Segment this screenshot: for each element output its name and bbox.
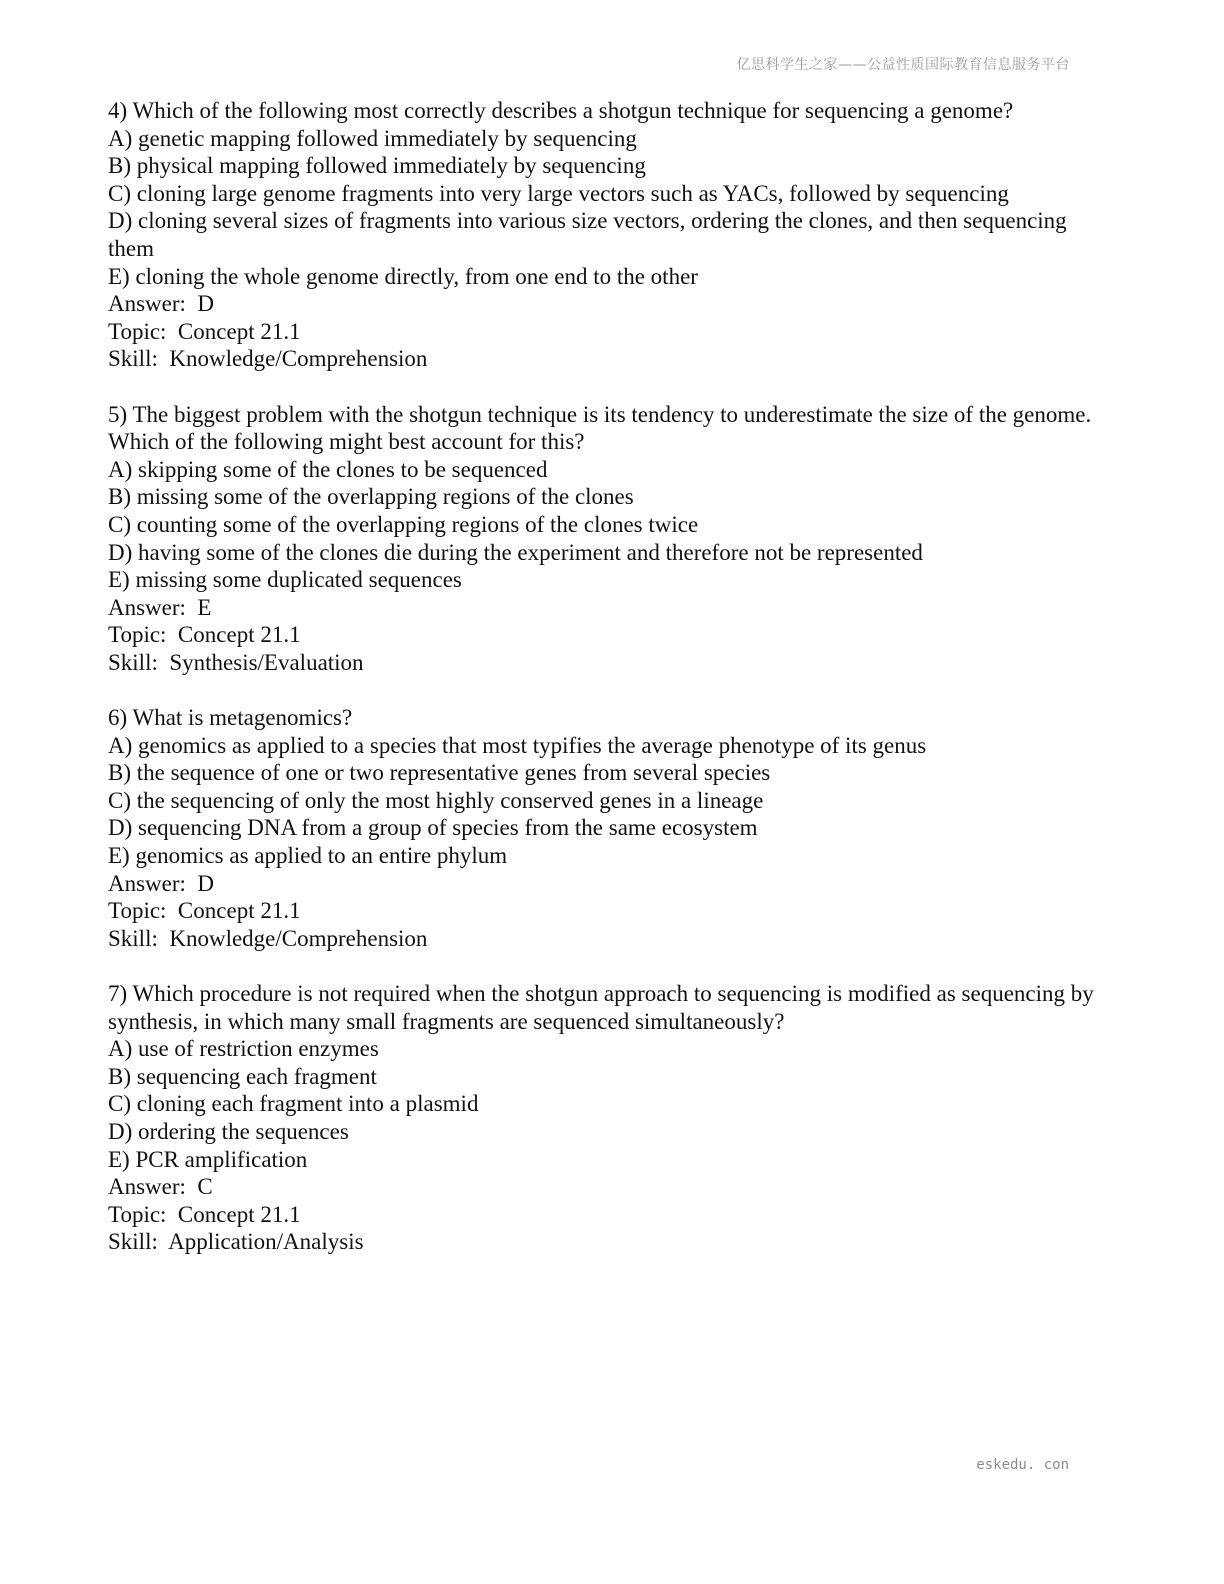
option-d: D) cloning several sizes of fragments into various size vectors, ordering the clones, and then sequencing them	[108, 208, 1073, 261]
question-4	[108, 97, 1118, 373]
option-a: A) genetic mapping followed immediately by sequencing	[108, 125, 637, 151]
option-a: A) use of restriction enzymes	[108, 1036, 379, 1062]
topic: Topic: Concept 21.1	[108, 318, 301, 344]
option-e: E) cloning the whole genome directly, from one end to the other	[108, 263, 698, 289]
skill: Skill: Application/Analysis	[108, 1229, 364, 1255]
question-stem: 4) Which of the following most correctly describes a shotgun technique for sequencing a genome?	[108, 98, 1014, 123]
option-a: A) skipping some of the clones to be sequenced	[108, 456, 548, 482]
option-c: C) counting some of the overlapping regions of the clones twice	[108, 511, 699, 537]
option-b: B) the sequence of one or two representative genes from several species	[108, 760, 771, 786]
option-c: C) the sequencing of only the most highly conserved genes in a lineage	[108, 787, 764, 813]
answer: Answer: D	[108, 870, 215, 896]
option-b: B) physical mapping followed immediately by sequencing	[108, 153, 646, 179]
option-d: D) ordering the sequences	[108, 1118, 349, 1144]
option-e: E) PCR amplification	[108, 1146, 308, 1172]
answer: Answer: C	[108, 1174, 213, 1200]
topic: Topic: Concept 21.1	[108, 622, 301, 648]
option-b: B) missing some of the overlapping regions of the clones	[108, 484, 634, 510]
question-stem: 5) The biggest problem with the shotgun technique is its tendency to underestimate the size of the genome. Which of the following might best account for this?	[108, 401, 1097, 455]
option-c: C) cloning large genome fragments into very large vectors such as YACs, followed by sequencing	[108, 180, 1009, 206]
answer: Answer: E	[108, 594, 212, 620]
question-list	[108, 97, 1118, 1284]
option-d: D) sequencing DNA from a group of species from the same ecosystem	[108, 815, 758, 841]
question-stem: 6) What is metagenomics?	[108, 705, 353, 731]
option-e: E) genomics as applied to an entire phylum	[108, 843, 508, 869]
skill: Skill: Synthesis/Evaluation	[108, 649, 364, 675]
question-stem: 7) Which procedure is not required when the shotgun approach to sequencing is modified as sequencing by synthesis, in which many small fragments are sequenced simultaneously?	[108, 981, 1100, 1034]
option-d: D) having some of the clones die during the experiment and therefore not be represented	[108, 539, 923, 565]
option-a: A) genomics as applied to a species that most typifies the average phenotype of its genus	[108, 732, 927, 758]
topic: Topic: Concept 21.1	[108, 898, 301, 924]
skill: Skill: Knowledge/Comprehension	[108, 346, 428, 372]
topic: Topic: Concept 21.1	[108, 1201, 301, 1227]
question-7	[108, 980, 1118, 1256]
option-b: B) sequencing each fragment	[108, 1063, 377, 1089]
option-e: E) missing some duplicated sequences	[108, 567, 462, 593]
question-6	[108, 704, 1118, 952]
skill: Skill: Knowledge/Comprehension	[108, 925, 428, 951]
question-5	[108, 401, 1118, 677]
answer: Answer: D	[108, 291, 215, 317]
page-header: 亿思科学生之家——公益性质国际教育信息服务平台	[736, 57, 1070, 73]
option-c: C) cloning each fragment into a plasmid	[108, 1091, 479, 1117]
page-footer: eskedu. con	[976, 1457, 1069, 1473]
